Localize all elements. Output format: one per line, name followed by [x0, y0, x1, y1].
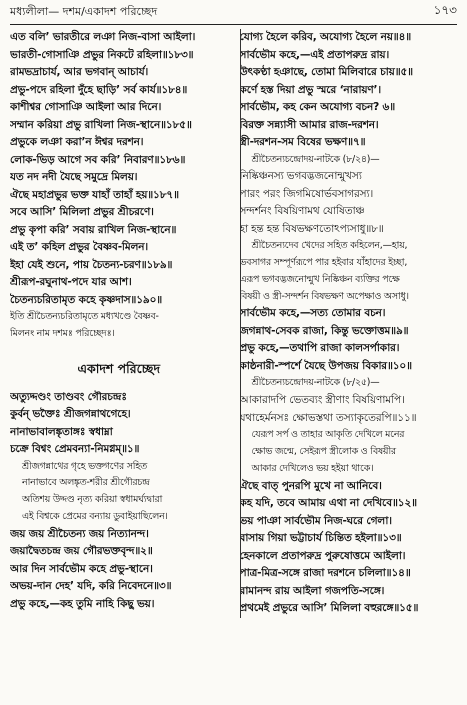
text-line: অত্যুদ্দণ্ডং তাণ্ডবং গৌরচন্দ্রঃ — [10, 390, 127, 403]
text-line: শ্রীরূপ-রঘুনাথ-পদে যার আশ। — [10, 276, 132, 288]
text-line: ঐছে মহাপ্রভুর ভক্ত যাহাঁ তাহাঁ হয়॥১৮৭॥ — [10, 188, 179, 201]
text-line: নানাভাবে অলঙ্কৃত-শরীর শ্রীগৌরচন্দ্র — [22, 477, 150, 489]
text-line: জগন্নাথ-সেবক রাজা, কিন্তু ভক্তোত্তম॥৯॥ — [239, 324, 409, 337]
text-line: অতিশয় উদ্দণ্ড নৃত্য করিয়া স্বধামৰ্ঘ্যদ্বারা — [22, 494, 163, 506]
text-line: পাত্র-মিত্র-সঙ্গে রাজা দরশনে চলিলা॥১৪॥ — [239, 567, 411, 580]
text-line: শ্রীচৈতন্যদেব খেদের সহিত কহিলেন,—হায়, — [251, 240, 408, 252]
text-line: শ্রীচৈতন্যচন্দ্রোদয়-নাটকে (৮/২৪)— — [251, 153, 380, 165]
text-line: ভবসাগর সম্পূর্ণরূপে পার হইবার যাঁহাদের ইচ্ছা, — [239, 257, 408, 269]
text-line: চক্রে বিশ্বং প্রেমবন্যা-নিমগ্নম্॥১॥ — [10, 443, 140, 456]
text-line: শ্রীজগন্নাথের গৃহে ভক্তগণের সহিত — [22, 460, 147, 472]
chapter-heading: একাদশ পরিচ্ছেদ — [77, 360, 161, 376]
text-line: জয় জয় শ্রীচৈতন্য জয় নিত্যানন্দ। — [10, 527, 149, 540]
text-line: যত নদ নদী যৈছে সমুদ্রে মিলয়। — [10, 171, 138, 183]
text-line: ভারতী-গোসাঞি প্রভুর নিকটে রহিলা॥১৮৩॥ — [10, 48, 194, 61]
text-line: এরূপ ভগবদ্ভজনোন্মুখ নিষ্কিঞ্চন ব্যক্তির পক্ষে — [239, 273, 400, 285]
text-line: ইহা যেই শুনে, পায় চৈতন্য-চরণ॥১৮৯॥ — [10, 258, 173, 271]
text-line: অভয়-দান দেহ’ যদি, করি নিবেদনে॥৩॥ — [10, 580, 172, 593]
text-line: এই ত’ কহিল প্রভুর বৈষ্ণব-মিলন। — [10, 241, 149, 253]
text-line: বাসায় গিয়া ভট্টাচার্য চিন্তিত হইলা॥১৩॥ — [239, 532, 402, 545]
text-line: বিষয়ী ও স্ত্রী-সন্দর্শন বিষভক্ষণ অপেক্ষাও অসাধু। — [239, 290, 409, 302]
text-line: সার্বভৌম কহে,—এই প্রতাপরুদ্র রায়। — [239, 48, 390, 61]
text-line: শ্রীচৈতন্যচন্দ্রোদয়-নাটকে (৮/২৫)— — [251, 377, 380, 389]
text-line: পারং পরং জিগমিষোর্ভবসাগরস্য। — [239, 187, 374, 200]
left-column — [10, 29, 234, 618]
text-line: রামানন্দ রায় আইলা গজপতি-সঙ্গে। — [239, 584, 385, 597]
text-line: যেরূপ সর্প ও তাহার আকৃতি দেখিলে মনের — [251, 429, 405, 441]
text-line: প্রভু কৃপা করি’ সবায় রাখিল নিজ-স্থানে॥ — [10, 223, 177, 236]
column-divider — [240, 29, 241, 618]
text-line: ইতি শ্রীচৈতন্যচরিতামৃতে মধ্যখণ্ডে বৈষ্ণব- — [10, 311, 159, 322]
text-line: লোক-ভিড় আগে সব করি’ নিবারণ॥১৮৬॥ — [10, 153, 186, 166]
text-line: যথাহের্মনসঃ ক্ষোভস্তথা তস্যাকৃতেরপি॥১১॥ — [239, 411, 417, 424]
text-line: যোগ্য হৈলে করিব, অযোগ্য হৈলে নয়॥৪॥ — [239, 31, 412, 43]
text-line: সন্দর্শনং বিষয়িণামথ যোষিতাঞ্চ — [239, 205, 365, 218]
text-line: প্রভুকে লঞা করা’ন ঈশ্বর দরশন। — [10, 136, 144, 148]
right-column — [234, 29, 458, 618]
text-line: সবে আসি’ মিলিলা প্রভুর শ্রীচরণে। — [10, 206, 154, 218]
text-line: রামভদ্রাচার্য, আর ভগবান্ আচার্য। — [10, 66, 149, 78]
text-line: কর্ণে হস্ত দিয়া প্রভু স্মরে ‘নারায়ণ’। — [239, 83, 381, 96]
text-line: চৈতন্যচরিতামৃত কহে কৃষ্ণদাস॥১৯০॥ — [10, 293, 163, 306]
text-line: হেনকালে প্রতাপরুদ্র পুরুষোত্তমে আইলা। — [239, 549, 406, 562]
text-line: নিষ্কিঞ্চনস্য ভগবদ্ভজনোন্মুখস্য — [239, 170, 362, 183]
text-line: এই বিশ্বকে প্রেমের বন্যায় ডুবাইয়াছিলেন। — [22, 510, 168, 522]
text-line: আর দিন সার্বভৌম কহে প্রভু-স্থানে। — [10, 562, 153, 575]
two-column-body — [10, 29, 457, 618]
text-line: প্রভু-পদে রহিলা দুঁহে ছাড়ি’ সর্ব কার্য॥১৮৪॥ — [10, 83, 188, 96]
text-line: কাষ্ঠনারী-স্পর্শে যৈছে উপজয় বিকার॥১০॥ — [239, 359, 412, 372]
text-line: সম্মান করিয়া প্রভু রাখিলা নিজ-স্থানে॥১৮৫॥ — [10, 118, 192, 131]
text-line: আকার দেখিলেও ভয় হইয়া থাকে। — [251, 462, 374, 474]
text-line: এত বলি’ ভারতীরে লঞা নিজ-বাসা আইলা। — [10, 31, 196, 43]
text-line: নানাভাবালঙ্কৃতাঙ্গঃ স্বধাম্না — [10, 425, 113, 438]
text-line: প্রভু কহে,—কহ তুমি নাহি কিছু ভয়। — [10, 597, 155, 610]
text-line: প্রভু কহে,—তথাপি রাজা কালসর্পাকার। — [239, 342, 400, 355]
text-line: সার্বভৌম, কহ কেন অযোগ্য বচন? ৬॥ — [239, 101, 395, 113]
text-line: বিরক্ত সন্ন্যাসী আমার রাজ-দরশন। — [239, 118, 379, 131]
text-line: মিলনং নাম দশমঃ পরিচ্ছেদঃ। — [10, 327, 115, 339]
header-title: মধ্যলীলা— দশম/একাদশ পরিচ্ছেদ — [10, 5, 158, 18]
text-line: কুর্বন্ ভক্তৈঃ শ্রীজগন্নাথগেহে। — [10, 408, 131, 421]
text-line: ঐছে বাত্ পুনরপি মুখে না আনিবে। — [239, 479, 382, 492]
text-line: জয়াদ্বৈতচন্দ্র জয় গৌরভক্তবৃন্দ॥২॥ — [10, 545, 153, 558]
running-header — [10, 4, 457, 25]
text-line: কহ যদি, তবে আমায় এথা না দেখিবে॥১২॥ — [239, 497, 417, 510]
text-line: সার্বভৌম কহে,—সত্য তোমার বচন। — [239, 307, 386, 320]
text-line: স্ত্রী-দরশন-সম বিষের ভক্ষণ॥৭॥ — [239, 136, 366, 148]
text-line: ক্ষোভ জন্মে, সেইরূপ স্ত্রীলোক ও বিষয়ীর — [251, 446, 396, 458]
text-line: ভয় পাঞা সার্বভৌম নিজ-ঘরে গেলা। — [239, 514, 392, 527]
text-line: আকারাদপি ভেতব্যং স্ত্রীণাং বিষয়িণামপি। — [239, 394, 405, 407]
text-line: কাশীশ্বর গোসাঞি আইলা আর দিনে। — [10, 101, 162, 113]
page-number: ১৭৩ — [433, 3, 457, 17]
text-line: উৎকণ্ঠা হঞাছে, তোমা মিলিবারে চায়॥৫॥ — [239, 66, 413, 78]
text-line: প্রথমেই প্রভুরে আসি’ মিলিলা বহুরঙ্গে॥১৫॥ — [239, 602, 419, 615]
text-line: হা হন্ত হন্ত বিষভক্ষণতোঽপ্যসাধু॥৮॥ — [239, 222, 384, 235]
